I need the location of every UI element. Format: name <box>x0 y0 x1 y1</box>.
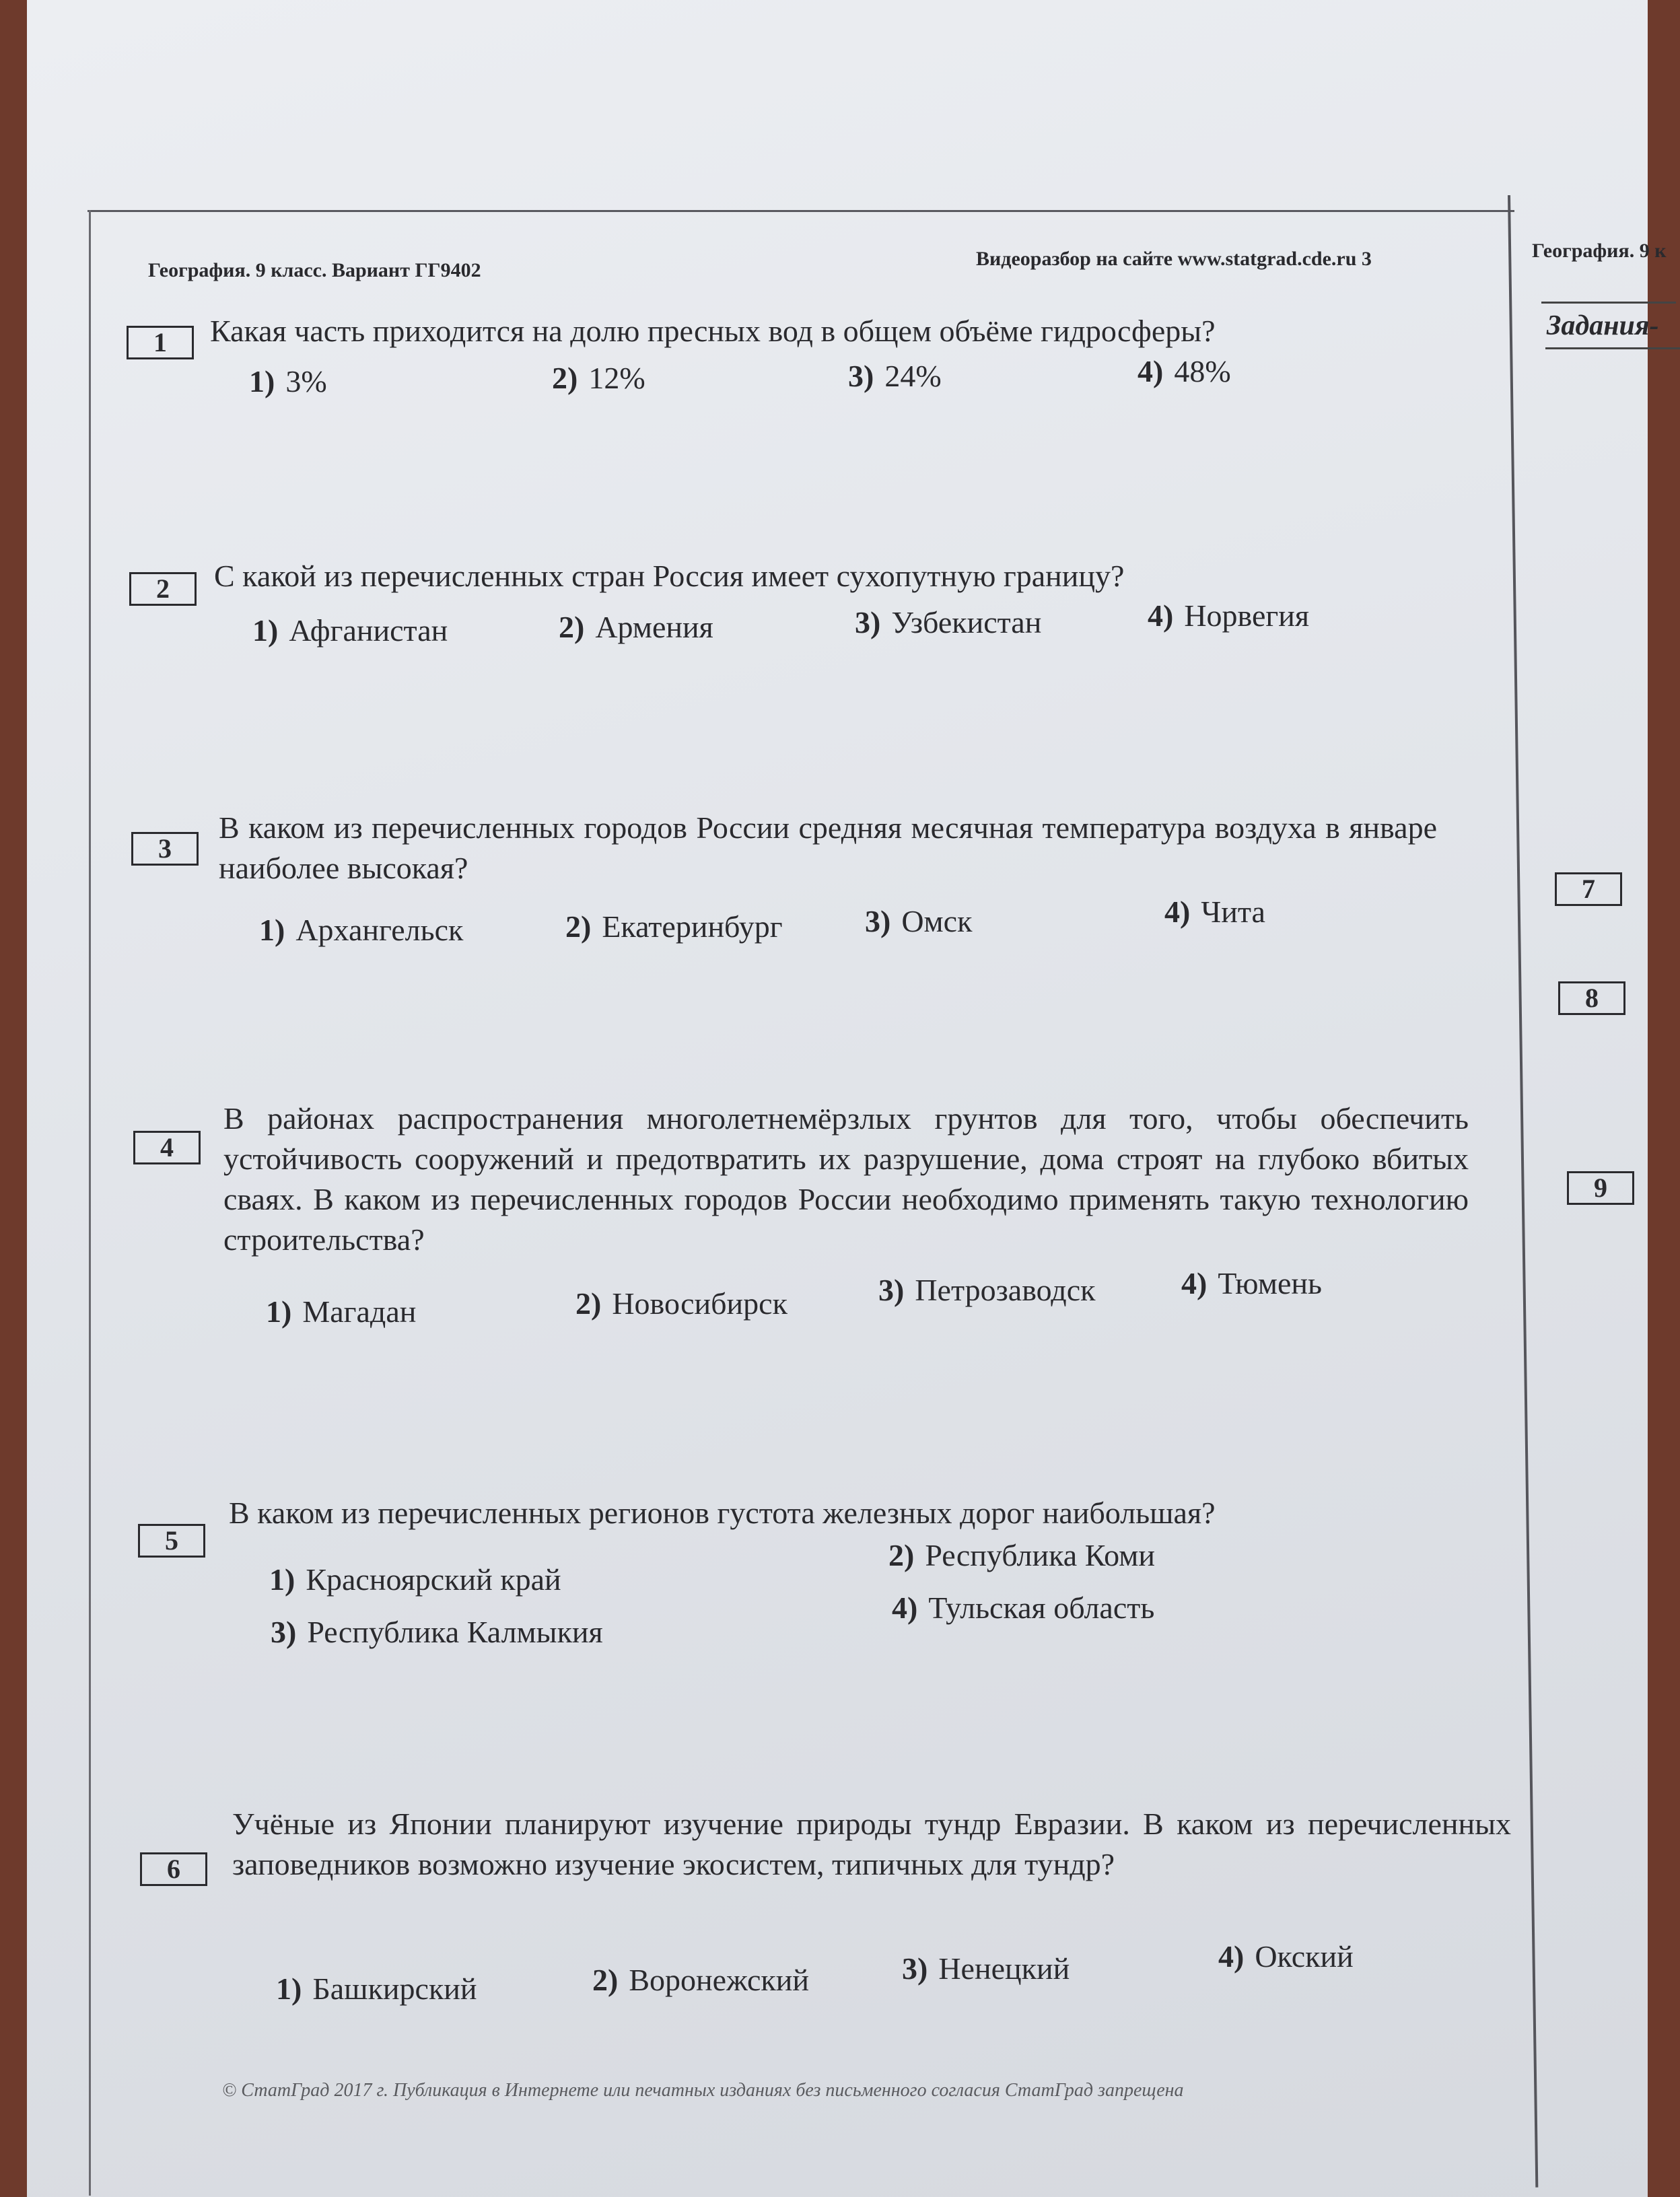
answer-option[interactable]: 1) 3% <box>249 364 327 398</box>
answer-option[interactable]: 4) 48% <box>1138 354 1231 388</box>
question-text: В каком из перечисленных городов России средняя месячная температура воздуха в январе наиболее высокая? <box>219 810 1437 885</box>
answer-option[interactable]: 3) 24% <box>848 359 942 393</box>
answer-option[interactable]: 1) Афганистан <box>252 613 448 648</box>
question-text: В каком из перечисленных регионов густота железных дорог наибольшая? <box>229 1496 1216 1530</box>
next-page-header: География. 9 к <box>1532 240 1667 262</box>
question-text: С какой из перечисленных стран Россия имеет сухопутную границу? <box>214 559 1125 593</box>
header-video-link: Видеоразбор на сайте www.statgrad.cde.ru 3 <box>976 248 1372 270</box>
answer-option[interactable]: 3) Узбекистан <box>855 605 1042 639</box>
task-number-box: 3 <box>131 832 199 866</box>
answer-option[interactable]: 2) Республика Коми <box>888 1538 1155 1572</box>
answer-option[interactable]: 1) Башкирский <box>276 1972 477 2006</box>
answer-option[interactable]: 2) 12% <box>552 361 645 395</box>
task-number-box: 5 <box>138 1524 205 1558</box>
answer-option[interactable]: 4) Чита <box>1164 895 1265 929</box>
answer-option[interactable]: 4) Окский <box>1218 1939 1354 1974</box>
answer-option[interactable]: 3) Петрозаводск <box>878 1273 1096 1307</box>
task-number-box: 2 <box>129 572 197 606</box>
exam-sheet <box>27 0 1667 2197</box>
answer-option[interactable]: 3) Омск <box>865 904 973 938</box>
task-number-box: 6 <box>140 1852 207 1886</box>
next-page-section: Задания- <box>1547 310 1659 341</box>
answer-option[interactable]: 4) Тюмень <box>1181 1266 1323 1300</box>
answer-option[interactable]: 1) Архангельск <box>259 913 464 947</box>
task-number-box: 1 <box>127 326 194 359</box>
frame-top <box>88 210 1514 212</box>
answer-option[interactable]: 1) Красноярский край <box>269 1562 561 1597</box>
answer-option[interactable]: 2) Воронежский <box>592 1963 809 1997</box>
header-subject: География. 9 класс. Вариант ГГ9402 <box>148 259 481 281</box>
frame-left <box>89 210 91 2196</box>
next-page-task-box: 8 <box>1558 981 1625 1015</box>
question-text: В районах распространения многолетнемёрзлых грунтов для того, чтобы обеспечить устойчивость сооружений и предотвратить их разрушение, дома строят на глубоко вбитых сваях. В каком из перечисленных городов России необходимо применять такую технологию строительства? <box>223 1101 1469 1257</box>
next-page-rule <box>1541 302 1676 304</box>
task-number-box: 4 <box>133 1131 201 1164</box>
answer-option[interactable]: 3) Ненецкий <box>902 1951 1070 1986</box>
answer-option[interactable]: 4) Норвегия <box>1148 598 1310 633</box>
answer-option[interactable]: 4) Тульская область <box>892 1591 1155 1625</box>
answer-option[interactable]: 2) Армения <box>559 610 713 644</box>
question-text: Какая часть приходится на долю пресных вод в общем объёме гидросферы? <box>210 314 1216 348</box>
answer-option[interactable]: 3) Республика Калмыкия <box>271 1615 603 1649</box>
next-page-task-box: 7 <box>1555 872 1622 906</box>
answer-option[interactable]: 2) Новосибирск <box>575 1286 788 1321</box>
copyright-footer: © СтатГрад 2017 г. Публикация в Интернете или печатных изданиях без письменного согласия СтатГрад запрещена <box>222 2080 1184 2101</box>
answer-option[interactable]: 2) Екатеринбург <box>565 909 783 944</box>
next-page-rule <box>1545 347 1680 349</box>
frame-right <box>1508 195 1538 2188</box>
next-page-task-box: 9 <box>1567 1171 1634 1205</box>
answer-option[interactable]: 1) Магадан <box>266 1294 417 1329</box>
question-text: Учёные из Японии планируют изучение природы тундр Евразии. В каком из перечисленных заповедников возможно изучение экосистем, типичных для тундр? <box>232 1807 1511 1881</box>
